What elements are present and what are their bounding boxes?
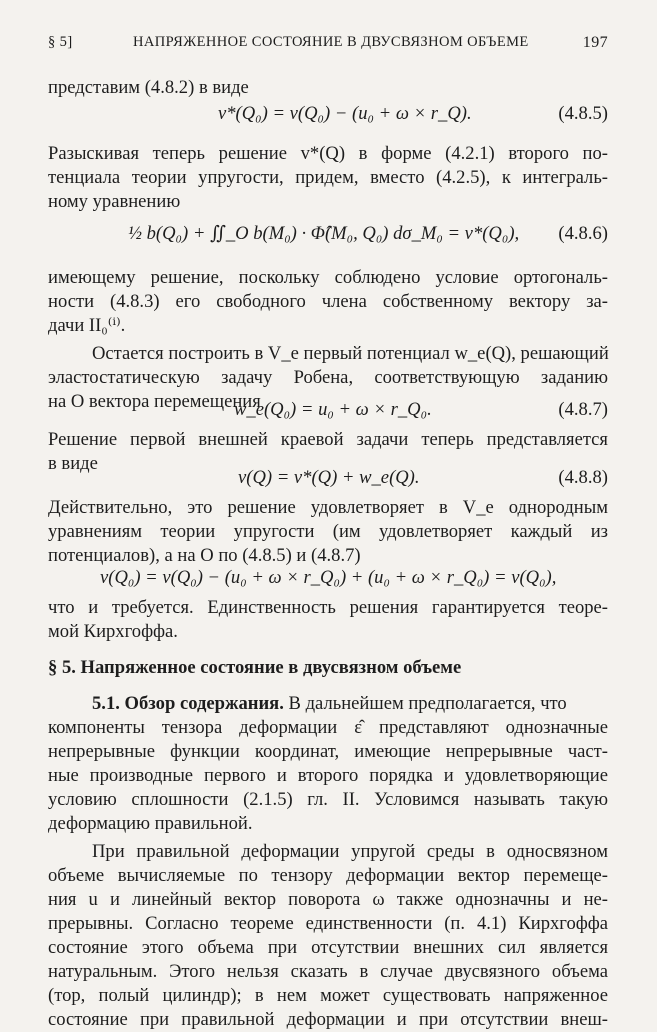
text-line: Действительно, это решение удовлетворяет в V_e однородным	[48, 497, 608, 518]
equation-4-8-6	[48, 211, 608, 257]
text-line: деформацию правильной.	[48, 813, 253, 834]
subsection-heading: 5.1. Обзор содержания.	[92, 693, 284, 714]
text-line: непрерывные функции координат, имеющие непрерывные част-	[48, 741, 608, 762]
text-line: ности (4.8.3) его свободного члена собственному вектору за-	[48, 291, 608, 312]
text-line: ному уравнению	[48, 191, 181, 212]
equation-number: (4.8.7)	[558, 399, 608, 420]
equation-formula: ½ b(Q₀) + ∬_O b(M₀) · Φ̂(M₀, Q₀) dσ_M₀ = v*(Q₀),	[128, 223, 520, 244]
text-line: потенциалов), а на O по (4.8.5) и (4.8.7)	[48, 545, 361, 566]
equation-formula: v*(Q₀) = v(Q₀) − (u₀ + ω × r_Q).	[218, 103, 472, 124]
text-line: уравнениям теории упругости (им удовлетворяет каждый из	[48, 521, 608, 542]
text-line: прерывны. Согласно теореме единственности (п. 4.1) Кирхгоффа	[48, 913, 608, 934]
equation-number: (4.8.5)	[558, 103, 608, 124]
equation-formula: w_e(Q₀) = u₀ + ω × r_Q₀.	[234, 399, 432, 420]
text-line: Решение первой внешней краевой задачи теперь представляется	[48, 429, 608, 450]
equation-4-8-5	[48, 98, 608, 130]
text-line: имеющему решение, поскольку соблюдено условие ортогональ-	[48, 267, 608, 288]
running-header	[48, 34, 608, 56]
text-line: объеме вычисляемые по тензору деформации вектор перемеще-	[48, 865, 608, 886]
text-line: в виде	[48, 453, 98, 474]
equation-number: (4.8.6)	[558, 223, 608, 244]
text-line: мой Кирхгоффа.	[48, 621, 178, 642]
text-line: условию сплошности (2.1.5) гл. II. Условимся называть такую	[48, 789, 608, 810]
text-line: на O вектора перемещения	[48, 391, 261, 412]
text-line: состояние этого объема при отсутствии внешних сил является	[48, 937, 608, 958]
text-span: В дальнейшем предполагается, что	[288, 693, 567, 714]
equation-unnumbered	[48, 562, 608, 594]
text-line: (тор, полый цилиндр); в нем может существовать напряженное	[48, 985, 608, 1006]
page-number: 197	[582, 34, 608, 51]
text-line: Разыскивая теперь решение v*(Q) в форме (4.2.1) второго по-	[48, 143, 608, 164]
text-line: ния u и линейный вектор поворота ω также однозначны и не-	[48, 889, 608, 910]
text-line: При правильной деформации упругой среды в односвязном	[92, 841, 608, 862]
text-line: дачи II₀⁽ⁱ⁾.	[48, 315, 126, 336]
text-line: Остается построить в V_e первый потенциал w_e(Q), решающий	[92, 343, 609, 364]
text-line: эластостатическую задачу Робена, соответствующую заданию	[48, 367, 608, 388]
text-line: что и требуется. Единственность решения гарантируется теоре-	[48, 597, 608, 618]
text-line	[92, 692, 608, 716]
text-line: натуральным. Этого нельзя сказать в случае двусвязного объема	[48, 961, 608, 982]
equation-4-8-8	[48, 462, 608, 494]
text-line: ные производные первого и второго порядка и удовлетворяющие	[48, 765, 608, 786]
text-line: тенциала теории упругости, придем, вместо (4.2.5), к интеграль-	[48, 167, 608, 188]
header-title: НАПРЯЖЕННОЕ СОСТОЯНИЕ В ДВУСВЯЗНОМ ОБЪЕМЕ	[133, 34, 529, 50]
equation-number: (4.8.8)	[558, 467, 608, 488]
section-heading: § 5. Напряженное состояние в двусвязном объеме	[48, 657, 462, 678]
intro-line: представим (4.8.2) в виде	[48, 77, 249, 98]
text-line: состояние при правильной деформации и при отсутствии внеш-	[48, 1009, 608, 1030]
equation-formula: v(Q) = v*(Q) + w_e(Q).	[238, 467, 420, 488]
text-line: компоненты тензора деформации ε̂ представляют однозначные	[48, 717, 608, 738]
equation-formula: v(Q₀) = v(Q₀) − (u₀ + ω × r_Q₀) + (u₀ + ω × r_Q₀) = v(Q₀),	[100, 567, 557, 588]
equation-4-8-7	[48, 394, 608, 426]
header-section-ref: § 5]	[48, 34, 73, 50]
